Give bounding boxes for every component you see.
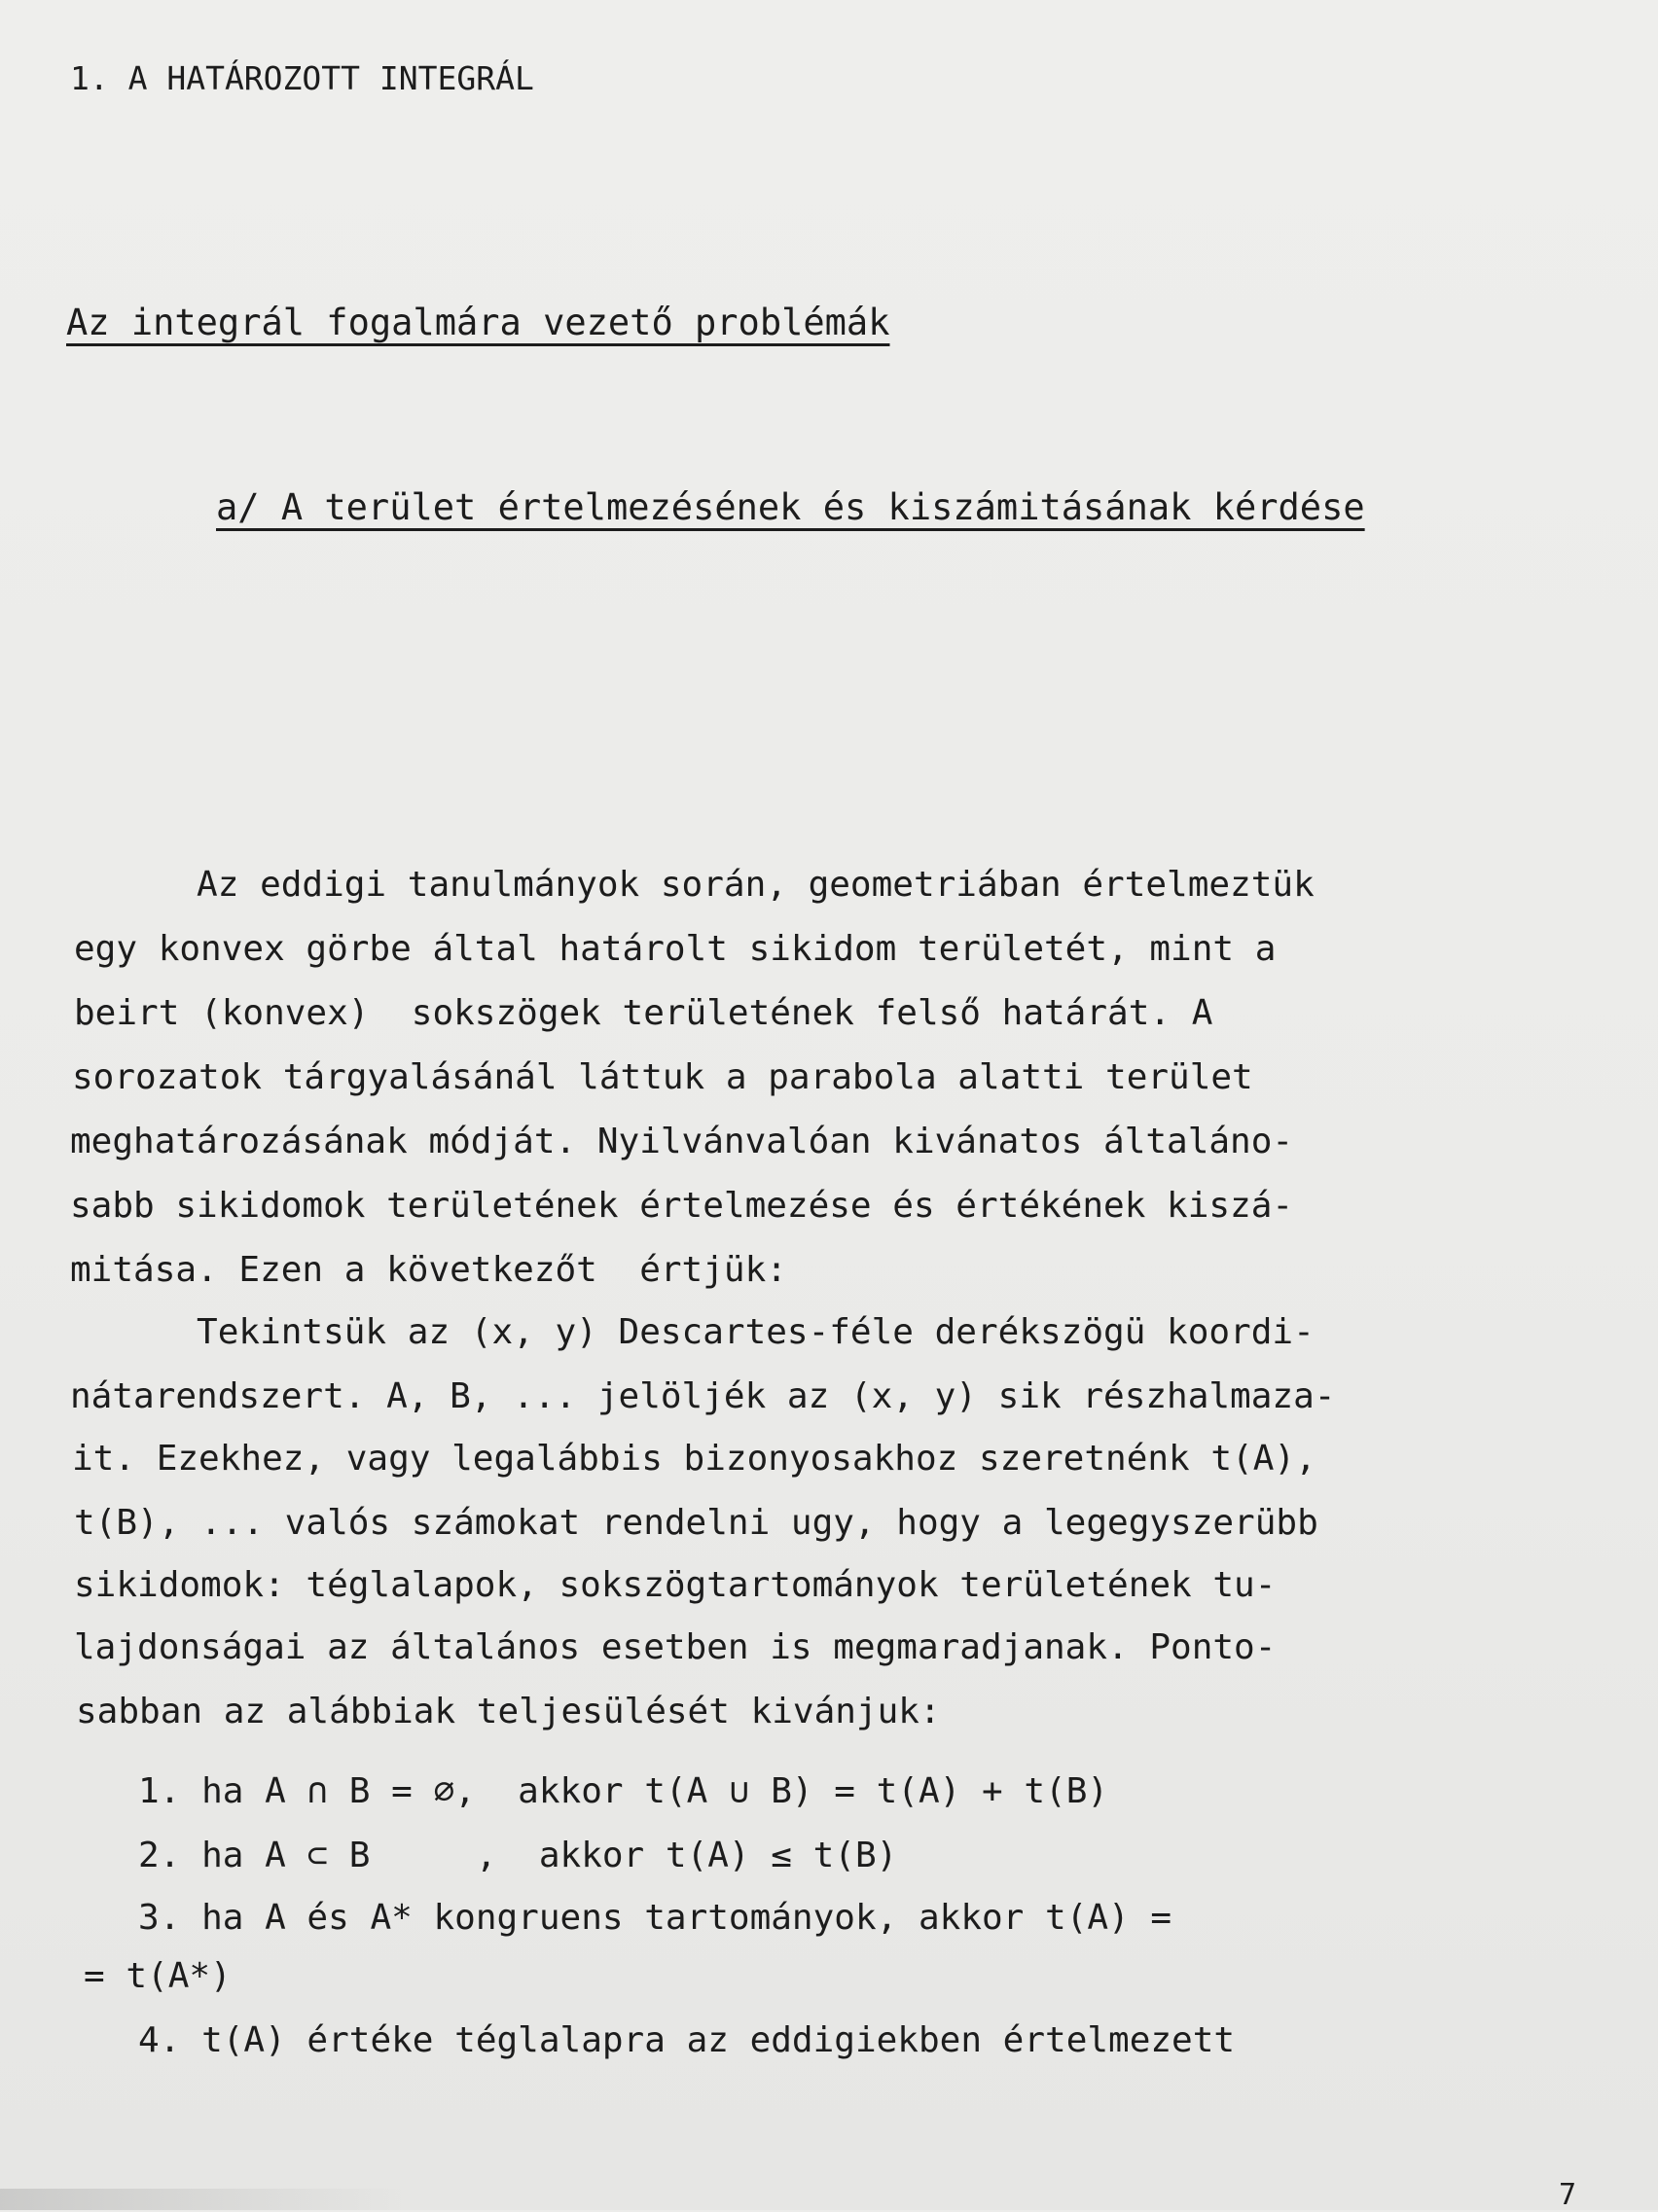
text-line: sabb sikidomok területének értelmezése és értékének kiszá- — [70, 1186, 1294, 1226]
axiom-item: 1. ha A ∩ B = ∅, akkor t(A ∪ B) = t(A) + t(B) — [12, 1771, 1109, 1811]
text-line: it. Ezekhez, vagy legalábbis bizonyosakhoz szeretnénk t(A), — [72, 1439, 1316, 1479]
text-line: sikidomok: téglalapok, sokszögtartományok területének tu- — [74, 1565, 1277, 1605]
bottom-watermark-strip — [0, 2189, 409, 2210]
text-line: mitása. Ezen a következőt értjük: — [70, 1250, 787, 1290]
subsection-title: a/ A terület értelmezésének és kiszámitásának kérdése — [216, 486, 1365, 528]
axiom-item: 2. ha A ⊂ B , akkor t(A) ≤ t(B) — [12, 1836, 898, 1875]
text-line: nátarendszert. A, B, ... jelöljék az (x, y) sik részhalmaza- — [70, 1376, 1336, 1416]
text-line: sorozatok tárgyalásánál láttuk a parabola alatti terület — [72, 1057, 1253, 1097]
axiom-continuation: = t(A*) — [84, 1956, 232, 1996]
text-line: t(B), ... valós számokat rendelni ugy, hogy a legegyszerübb — [74, 1503, 1318, 1543]
axiom-item: 3. ha A és A* kongruens tartományok, akkor t(A) = — [12, 1898, 1172, 1938]
section-title: Az integrál fogalmára vezető problémák — [66, 302, 890, 343]
text-line: Az eddigi tanulmányok során, geometriában értelmeztük — [70, 865, 1315, 905]
text-line: meghatározásának módját. Nyilvánvalóan kivánatos általáno- — [70, 1122, 1294, 1161]
text-line: egy konvex görbe által határolt sikidom területét, mint a — [74, 929, 1277, 969]
axiom-item: 4. t(A) értéke téglalapra az eddigiekben értelmezett — [12, 2020, 1236, 2060]
text-line: beirt (konvex) sokszögek területének felső határát. A — [74, 993, 1213, 1033]
text-line: lajdonságai az általános esetben is megmaradjanak. Ponto- — [74, 1627, 1277, 1667]
text-line: Tekintsük az (x, y) Descartes-féle derékszögü koordi- — [70, 1312, 1315, 1352]
chapter-title: 1. A HATÁROZOTT INTEGRÁL — [70, 59, 534, 97]
page-number: 7 — [1558, 2178, 1576, 2212]
text-line: sabban az alábbiak teljesülését kivánjuk: — [76, 1692, 941, 1731]
